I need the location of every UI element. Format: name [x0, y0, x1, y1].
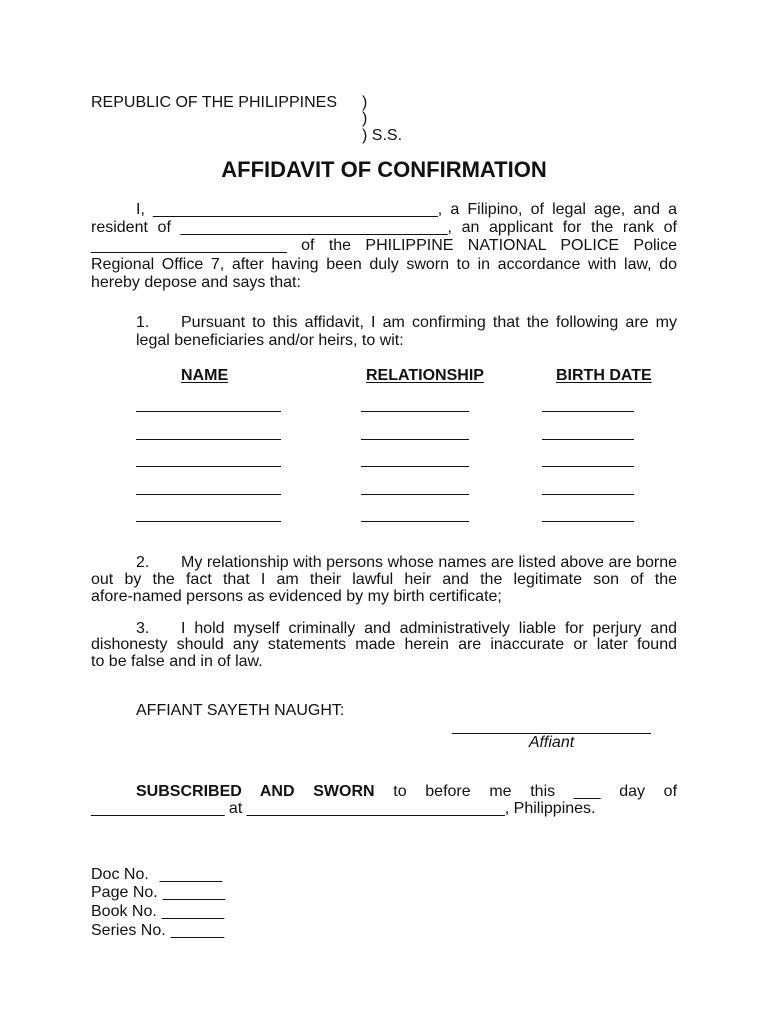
document-title: AFFIDAVIT OF CONFIRMATION	[221, 157, 547, 182]
signature-caption: Affiant	[528, 734, 575, 751]
column-header-name: NAME	[181, 367, 229, 384]
intro-line: ______________________ of the PHILIPPINE NATIONAL POLICE Police	[91, 237, 677, 254]
birth-date-blank	[542, 449, 634, 467]
register-blank: _______	[161, 903, 225, 920]
register-label: Page No.	[91, 884, 158, 901]
name-blank	[136, 449, 281, 467]
item-line: afore-named persons as evidenced by my birth certificate;	[91, 588, 502, 605]
item-number: 3.	[136, 620, 150, 637]
birth-date-blank	[542, 394, 634, 412]
birth-date-blank	[542, 504, 634, 522]
column-header-relationship: RELATIONSHIP	[366, 367, 484, 384]
column-header-birth-date: BIRTH DATE	[556, 367, 652, 384]
item-line: legal beneficiaries and/or heirs, to wit:	[136, 332, 404, 349]
intro-line: Regional Office 7, after having been duly sworn to in accordance with law, do	[91, 256, 677, 273]
register-blank: ______	[170, 922, 225, 939]
register-entry-book	[91, 903, 224, 921]
register-label: Series No.	[91, 922, 166, 939]
item-number: 2.	[136, 554, 150, 571]
register-blank: _______	[162, 884, 226, 901]
relationship-blank	[361, 394, 469, 412]
register-entry-series	[91, 922, 224, 940]
register-entry-doc	[91, 866, 222, 884]
intro-line: resident of ______________________________, an applicant for the rank of	[91, 219, 677, 236]
register-label: Doc No.	[91, 866, 149, 883]
item-line: I hold myself criminally and administratively liable for perjury and	[181, 620, 677, 637]
venue-mark: )	[362, 110, 368, 127]
name-blank	[136, 394, 281, 412]
item-line: out by the fact that I am their lawful heir and the legitimate son of the	[91, 571, 677, 588]
birth-date-blank	[542, 422, 634, 440]
jurat-line	[136, 783, 677, 801]
relationship-blank	[361, 504, 469, 522]
closing-statement: AFFIANT SAYETH NAUGHT:	[136, 702, 345, 719]
jurat-emphasis: SUBSCRIBED AND SWORN	[136, 783, 375, 800]
intro-line: I, ________________________________, a Filipino, of legal age, and a	[136, 201, 677, 218]
item-line: Pursuant to this affidavit, I am confirming that the following are my	[181, 314, 677, 331]
name-blank	[136, 504, 281, 522]
item-line: to be false and in of law.	[91, 653, 263, 670]
venue-mark: )	[362, 94, 368, 111]
item-number: 1.	[136, 314, 150, 331]
birth-date-blank	[542, 477, 634, 495]
relationship-blank	[361, 422, 469, 440]
register-label: Book No.	[91, 903, 157, 920]
jurat-text: to before me this ___ day of	[393, 783, 678, 800]
intro-line: hereby depose and says that:	[91, 274, 301, 291]
item-line: dishonesty should any statements made herein are inaccurate or later found	[91, 636, 677, 653]
name-blank	[136, 422, 281, 440]
jurisdiction-heading: REPUBLIC OF THE PHILIPPINES	[91, 94, 337, 111]
item-line: My relationship with persons whose names are listed above are borne	[181, 554, 677, 571]
relationship-blank	[361, 477, 469, 495]
register-blank: _______	[159, 866, 223, 883]
relationship-blank	[361, 449, 469, 467]
jurat-place-line: _______________ at _____________________________, Philippines.	[91, 800, 596, 817]
venue-mark-ss: ) S.S.	[362, 127, 403, 144]
name-blank	[136, 477, 281, 495]
register-entry-page	[91, 884, 225, 902]
